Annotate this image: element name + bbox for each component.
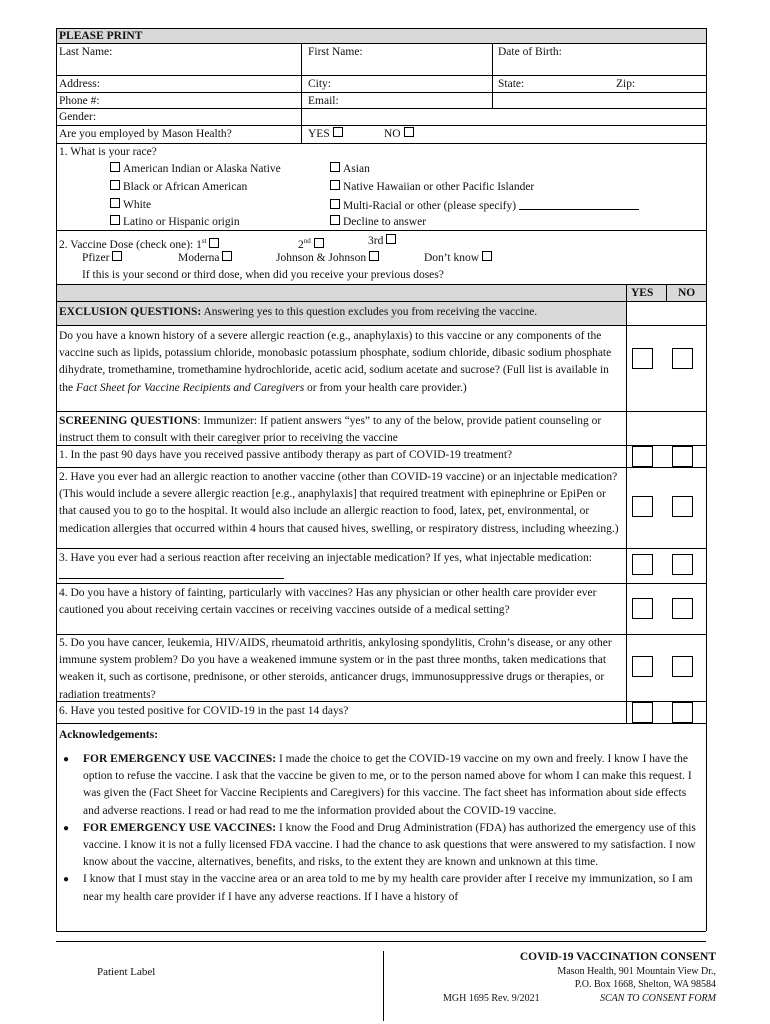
screening-yes-checkbox[interactable] [632,598,653,619]
checkbox-icon[interactable] [330,180,340,190]
checkbox-icon[interactable] [110,162,120,172]
checkbox-icon[interactable] [222,251,232,261]
screening-yes-checkbox[interactable] [632,656,653,677]
checkbox-icon[interactable] [369,251,379,261]
address-field[interactable]: Address: [59,78,100,90]
race-option[interactable]: White [110,198,151,212]
acknowledgements-list [59,751,701,906]
dose-second-option[interactable]: 2nd [298,234,327,252]
screening-yes-checkbox[interactable] [632,496,653,517]
race-option[interactable]: Native Hawaiian or other Pacific Islander [330,180,534,194]
checkbox-icon[interactable] [209,238,219,248]
acknowledgements-heading: Acknowledgements: [59,729,159,741]
race-option[interactable]: Latino or Hispanic origin [110,215,240,229]
checkbox-icon[interactable] [386,234,396,244]
race-option[interactable]: Asian [330,162,370,176]
zip-field[interactable]: Zip: [616,78,636,90]
email-field[interactable]: Email: [308,95,339,107]
specify-line[interactable] [519,198,639,210]
race-option[interactable]: Black or African American [110,180,247,194]
bullet-icon: ● [63,754,70,765]
checkbox-icon[interactable] [314,238,324,248]
exclusion-heading: EXCLUSION QUESTIONS: Answering yes to this question excludes you from receiving the vaccine. [59,306,538,318]
checkbox-icon[interactable] [112,251,122,261]
dose-question: 2. Vaccine Dose (check one): 1st [59,234,222,252]
exclusion-yes-checkbox[interactable] [632,348,653,369]
screening-heading: SCREENING QUESTIONS: Immunizer: If patient answers “yes” to any of the below, provide patient counseling or instruct them to consult with their caregiver prior to receiving the vaccine [59,415,602,445]
phone-field[interactable]: Phone #: [59,95,100,107]
moderna-option[interactable]: Moderna [178,251,235,265]
employed-yes-option[interactable]: YES [308,127,346,141]
gender-field[interactable]: Gender: [59,111,97,123]
patient-label: Patient Label [97,966,156,978]
previous-dose-question: If this is your second or third dose, when did you receive your previous doses? [82,269,444,281]
address-line: Mason Health, 901 Mountain View Dr., [557,966,716,977]
scan-label: SCAN TO CONSENT FORM [599,993,716,1004]
yes-column-header: YES [631,287,654,299]
checkbox-icon[interactable] [330,162,340,172]
list-item: ● FOR EMERGENCY USE VACCINES: I know the Food and Drug Administration (FDA) has authorized the emergency use of this vaccine. I know it is not a fully licensed FDA vaccine. I had the chance to ask questions that were answered to my satisfaction. I now know about the vaccine, alternatives, benefits, and risks, to the extent they are known and unknown at this time. [63,821,696,869]
dob-field[interactable]: Date of Birth: [498,46,562,58]
screening-yes-checkbox[interactable] [632,554,653,575]
state-field[interactable]: State: [498,78,525,90]
screening-question: 1. In the past 90 days have you received passive antibody therapy as part of COVID-19 treatment? [59,449,513,461]
dose-third-option[interactable]: 3rd [368,234,399,248]
race-option[interactable]: American Indian or Alaska Native [110,162,281,176]
race-option[interactable]: Decline to answer [330,215,426,229]
race-option[interactable]: Multi-Racial or other (please specify) [330,198,639,213]
please-print-band [56,28,706,43]
please-print-label: PLEASE PRINT [59,30,143,42]
exclusion-question: Do you have a known history of a severe allergic reaction (e.g., anaphylaxis) to this vaccine or any components of the vaccine such as lipids, potassium chloride, monobasic potassium phosphate, sodium chloride, dibasic sodium phosphate dihydrate, tromethamine, tromethamine hydrochloride, acetic acid, sodium acetate and sucrose? (Full list is available in the Fact Sheet for Vaccine Recipients and Caregivers or from your health care provider.) [59,330,612,394]
no-column-header: NO [678,287,696,299]
screening-question: 2. Have you ever had an allergic reaction to another vaccine (other than COVID-19 vaccine) or an injectable medication? (This would include a severe allergic reaction [e.g., anaphylaxis] that required treatment with epinephrine or EpiPen or that caused you to go to the hospital. It would also include an allergic reaction to food, latex, pet, environmental, or medication allergies that occurred within 4 hours that caused hives, swelling, or respiratory distress, including wheezing.) [59,471,619,535]
dont-know-option[interactable]: Don’t know [424,251,495,265]
employed-question: Are you employed by Mason Health? [59,128,232,140]
footer-rule [56,941,706,942]
list-item: ● FOR EMERGENCY USE VACCINES: I made the choice to get the COVID-19 vaccine on my own and freely. I know I have the option to refuse the vaccine. I ask that the vaccine be given to me, or to the person named above for whom I can make this request. I was given the (Fact Sheet for Vaccine Recipients and Caregivers) for this vaccine. The fact sheet has information about side effects and adverse reactions. I read or had read to me the information provided about the COVID-19 vaccine. [63,753,692,817]
screening-no-checkbox[interactable] [672,446,693,467]
screening-question: 6. Have you tested positive for COVID-19 in the past 14 days? [59,705,349,717]
checkbox-icon[interactable] [110,180,120,190]
screening-yes-checkbox[interactable] [632,446,653,467]
medication-line[interactable] [59,567,284,579]
list-item: ● I know that I must stay in the vaccine area or an area told to me by my health care provider after I receive my immunization, so I am near my health care provider if I have any adverse reactions. If I have a history of [63,873,693,903]
city-field[interactable]: City: [308,78,332,90]
footer-divider [383,951,384,1021]
consent-form [56,28,706,931]
first-name-field[interactable]: First Name: [308,46,363,58]
checkbox-icon[interactable] [404,127,414,137]
employed-no-option[interactable]: NO [384,127,417,141]
checkbox-icon[interactable] [330,199,340,209]
screening-no-checkbox[interactable] [672,554,693,575]
address-line: P.O. Box 1668, Shelton, WA 98584 [574,979,716,990]
bullet-icon: ● [63,874,70,886]
screening-no-checkbox[interactable] [672,656,693,677]
checkbox-icon[interactable] [330,215,340,225]
checkbox-icon[interactable] [482,251,492,261]
jj-option[interactable]: Johnson & Johnson [276,251,382,265]
checkbox-icon[interactable] [110,215,120,225]
race-question: 1. What is your race? [59,146,157,158]
checkbox-icon[interactable] [110,198,120,208]
exclusion-no-checkbox[interactable] [672,348,693,369]
screening-no-checkbox[interactable] [672,598,693,619]
revision-label: MGH 1695 Rev. 9/2021 [443,993,540,1004]
screening-question: 4. Do you have a history of fainting, particularly with vaccines? Has any physician or other health care provider ever cautioned you about receiving certain vaccines or receiving vaccines outside of a medical setting? [59,587,597,617]
screening-yes-checkbox[interactable] [632,702,653,723]
last-name-field[interactable]: Last Name: [59,46,113,58]
screening-question: 3. Have you ever had a serious reaction after receiving an injectable medication? If yes, what injectable medication: [59,550,624,584]
screening-question: 5. Do you have cancer, leukemia, HIV/AIDS, rheumatoid arthritis, ankylosing spondylitis, Crohn’s disease, or any other immune system problem? Do you have a weakened immune system or in the past three months, taken medications that weaken it, such as cortisone, prednisone, or other steroids, anticancer drugs, immunosuppressive drugs or therapies, or radiation treatments? [59,637,612,701]
pfizer-option[interactable]: Pfizer [82,251,125,265]
bullet-icon: ● [63,822,70,834]
yes-no-header-band [56,284,706,301]
checkbox-icon[interactable] [333,127,343,137]
form-title: COVID-19 VACCINATION CONSENT [519,951,716,963]
screening-no-checkbox[interactable] [672,496,693,517]
screening-no-checkbox[interactable] [672,702,693,723]
